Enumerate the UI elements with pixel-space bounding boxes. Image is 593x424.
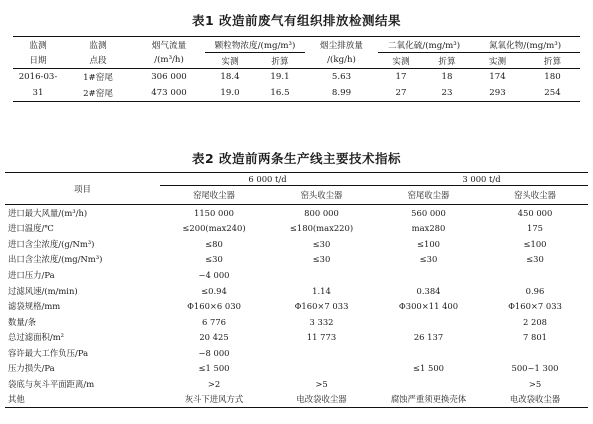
cell-6000-kiln-tail: ≤1 500: [198, 363, 230, 374]
cell-6000-kiln-tail: 6 776: [202, 316, 226, 327]
cell-point: 1#窑尾: [83, 73, 113, 83]
header-so2-measured: 实测: [392, 56, 410, 67]
header-item: 项目: [74, 183, 91, 194]
cell-3000-kiln-tail: ≤1 500: [413, 363, 444, 374]
row-label: 容许最大工作负压/Pa: [8, 347, 89, 358]
cell-3000-kiln-tail: 0.384: [416, 285, 441, 296]
table-row: [5, 314, 588, 330]
cell-6000-kiln-tail: Φ160×6 030: [187, 301, 241, 312]
emission-test-table: [13, 36, 580, 102]
header-nox-label: 氮氧化物/(mg/m³): [488, 40, 562, 51]
cell-6000-kiln-tail: −4 000: [198, 269, 230, 280]
cell-6000-kiln-head: Φ160×7 033: [294, 301, 349, 312]
cell-6000-kiln-head: 电改袋收尘器: [296, 394, 347, 405]
cell-3000-kiln-head: ≤100: [523, 238, 547, 249]
cell-6000-kiln-tail: ≤0.94: [201, 285, 227, 296]
table-row: [5, 376, 588, 392]
cell-3000-kiln-tail: max280: [411, 223, 446, 234]
header-flow-1: 烟气流量: [151, 40, 187, 51]
table-row: [5, 329, 588, 345]
header-point-2: 点段: [89, 56, 107, 67]
cell-3000-kiln-head: 500~1 300: [511, 363, 559, 374]
subheader-kiln-head-2: 窑头收尘器: [514, 190, 556, 200]
cell-3000-kiln-tail: Φ300×11 400: [398, 301, 459, 312]
cell-point: 2#窑尾: [83, 89, 113, 99]
table-row: [5, 267, 588, 283]
cell-6000-kiln-head: [268, 345, 375, 361]
header-nox: [470, 37, 580, 53]
row-label: 压力损失/Pa: [8, 363, 55, 374]
subheader-kiln-tail-2: 窑尾收尘器: [407, 190, 450, 200]
cell-3000-kiln-head: 7 801: [523, 332, 547, 343]
cell-particle-converted: 19.1: [270, 72, 290, 82]
table-row: [5, 236, 588, 252]
cell-3000-kiln-tail: 26 137: [413, 332, 444, 343]
cell-6000-kiln-head: 11 773: [306, 332, 337, 343]
header-dust-1: 烟尘排放量: [320, 40, 363, 51]
header-so2: [378, 37, 470, 53]
cell-3000-kiln-head: 175: [527, 223, 543, 234]
header-dust-2: /(kg/h): [327, 55, 356, 66]
table-row: [5, 345, 588, 361]
cell-6000-kiln-head: ≤30: [312, 238, 331, 249]
header-point-1: 监测: [89, 40, 107, 51]
header-group-3000: 3 000 t/d: [375, 173, 588, 186]
table2-body: [5, 205, 588, 408]
row-label: 进口最大风量/(m³/h): [8, 207, 88, 218]
row-label: 进口温度/℃: [8, 223, 54, 234]
row-label: 其他: [8, 394, 25, 405]
cell-particle-converted: 16.5: [270, 88, 290, 98]
header-date-2: 日期: [29, 56, 47, 67]
cell-3000-kiln-head: [482, 267, 588, 283]
row-label: 总过滤面积/m²: [8, 332, 64, 343]
cell-3000-kiln-tail: ≤100: [416, 238, 440, 249]
cell-3000-kiln-head: ≤30: [526, 254, 544, 265]
header-so2-converted: 折算: [438, 56, 456, 67]
cell-6000-kiln-head: [268, 360, 375, 376]
table-row: [5, 283, 588, 299]
cell-3000-kiln-head: 450 000: [517, 207, 553, 218]
subheader-kiln-tail-1: 窑尾收尘器: [193, 190, 235, 200]
header-date-1: 监测: [29, 40, 47, 51]
cell-3000-kiln-head: 电改袋收尘器: [509, 394, 561, 405]
table-row: [13, 69, 580, 86]
row-label: 数量/条: [8, 316, 36, 327]
table-row: [5, 252, 588, 268]
cell-flow: 473 000: [151, 88, 187, 98]
header-particle: [205, 37, 305, 53]
header-nox-measured: 实测: [488, 56, 507, 67]
cell-so2-converted: 23: [441, 88, 453, 98]
row-label: 出口含尘浓度/(mg/Nm³): [8, 254, 103, 265]
cell-so2-measured: 27: [395, 88, 407, 98]
cell-3000-kiln-tail: ≤30: [419, 254, 438, 265]
cell-nox-converted: 254: [544, 88, 561, 98]
table-row: [5, 205, 588, 221]
cell-6000-kiln-tail: 灰斗下进风方式: [184, 394, 244, 405]
cell-3000-kiln-head: Φ160×7 033: [508, 301, 562, 312]
cell-3000-kiln-tail: 腐蚀严重须更换壳体: [390, 394, 467, 405]
table-row: [5, 392, 588, 408]
cell-6000-kiln-tail: ≤80: [205, 238, 223, 249]
cell-dust: 8.99: [331, 88, 352, 98]
table-row: [5, 360, 588, 376]
cell-6000-kiln-tail: ≤200(max240): [182, 223, 246, 234]
cell-nox-converted: 180: [544, 72, 561, 82]
cell-3000-kiln-head: 0.96: [525, 285, 545, 296]
cell-nox-measured: 293: [489, 88, 506, 98]
table-row: [5, 298, 588, 314]
cell-6000-kiln-tail: 20 425: [199, 332, 229, 343]
cell-6000-kiln-head: 800 000: [304, 207, 339, 218]
cell-date: 31: [32, 88, 44, 98]
cell-particle-measured: 18.4: [220, 72, 240, 82]
cell-6000-kiln-head: ≤180(max220): [289, 223, 354, 234]
cell-6000-kiln-head: 3 332: [309, 316, 334, 327]
cell-3000-kiln-tail: [375, 376, 482, 392]
cell-6000-kiln-tail: −8 000: [198, 347, 230, 358]
cell-6000-kiln-head: 1.14: [312, 285, 331, 296]
table-row: [13, 85, 580, 102]
cell-dust: 5.63: [331, 72, 352, 82]
cell-3000-kiln-head: 2 208: [523, 316, 547, 327]
table-row: [5, 221, 588, 237]
header-flow-2: /(m³/h): [154, 55, 184, 66]
row-label: 进口压力/Pa: [8, 269, 55, 280]
table1-title: 表1 改造前废气有组织排放检测结果: [191, 13, 402, 28]
cell-3000-kiln-tail: [375, 267, 482, 283]
subheader-kiln-head-1: 窑头收尘器: [300, 190, 343, 200]
header-particle-measured: 实测: [221, 56, 239, 67]
cell-so2-measured: 17: [395, 72, 407, 82]
cell-so2-converted: 18: [441, 72, 453, 82]
technical-indicators-table: [5, 172, 588, 408]
cell-3000-kiln-head: [482, 345, 588, 361]
row-label: 过滤风速/(m/min): [8, 285, 78, 296]
row-label: 进口含尘浓度/(g/Nm³): [8, 238, 95, 249]
cell-3000-kiln-tail: 560 000: [411, 207, 446, 218]
header-so2-label: 二氧化硫/(mg/m³): [387, 40, 461, 51]
cell-3000-kiln-tail: [375, 345, 482, 361]
cell-3000-kiln-tail: [375, 314, 482, 330]
header-particle-converted: 折算: [271, 56, 289, 67]
cell-6000-kiln-head: >5: [315, 378, 328, 389]
cell-flow: 306 000: [151, 72, 187, 82]
cell-6000-kiln-tail: 1150 000: [194, 207, 234, 218]
header-group-6000: 6 000 t/d: [160, 173, 375, 186]
header-nox-converted: 折算: [543, 56, 562, 67]
row-label: 滤袋规格/mm: [8, 301, 61, 312]
cell-6000-kiln-tail: ≤30: [205, 254, 223, 265]
cell-3000-kiln-head: >5: [528, 378, 542, 389]
cell-6000-kiln-head: [268, 267, 375, 283]
cell-particle-measured: 19.0: [220, 88, 240, 98]
header-particle-label: 颗粒物浓度/(mg/m³): [214, 40, 296, 51]
cell-6000-kiln-tail: >2: [207, 378, 221, 389]
table2-title: 表2 改造前两条生产线主要技术指标: [191, 151, 402, 166]
cell-date: 2016-03-: [18, 72, 58, 82]
cell-6000-kiln-head: ≤30: [312, 254, 331, 265]
cell-nox-measured: 174: [489, 72, 506, 82]
row-label: 袋底与灰斗平面距离/m: [8, 378, 95, 389]
